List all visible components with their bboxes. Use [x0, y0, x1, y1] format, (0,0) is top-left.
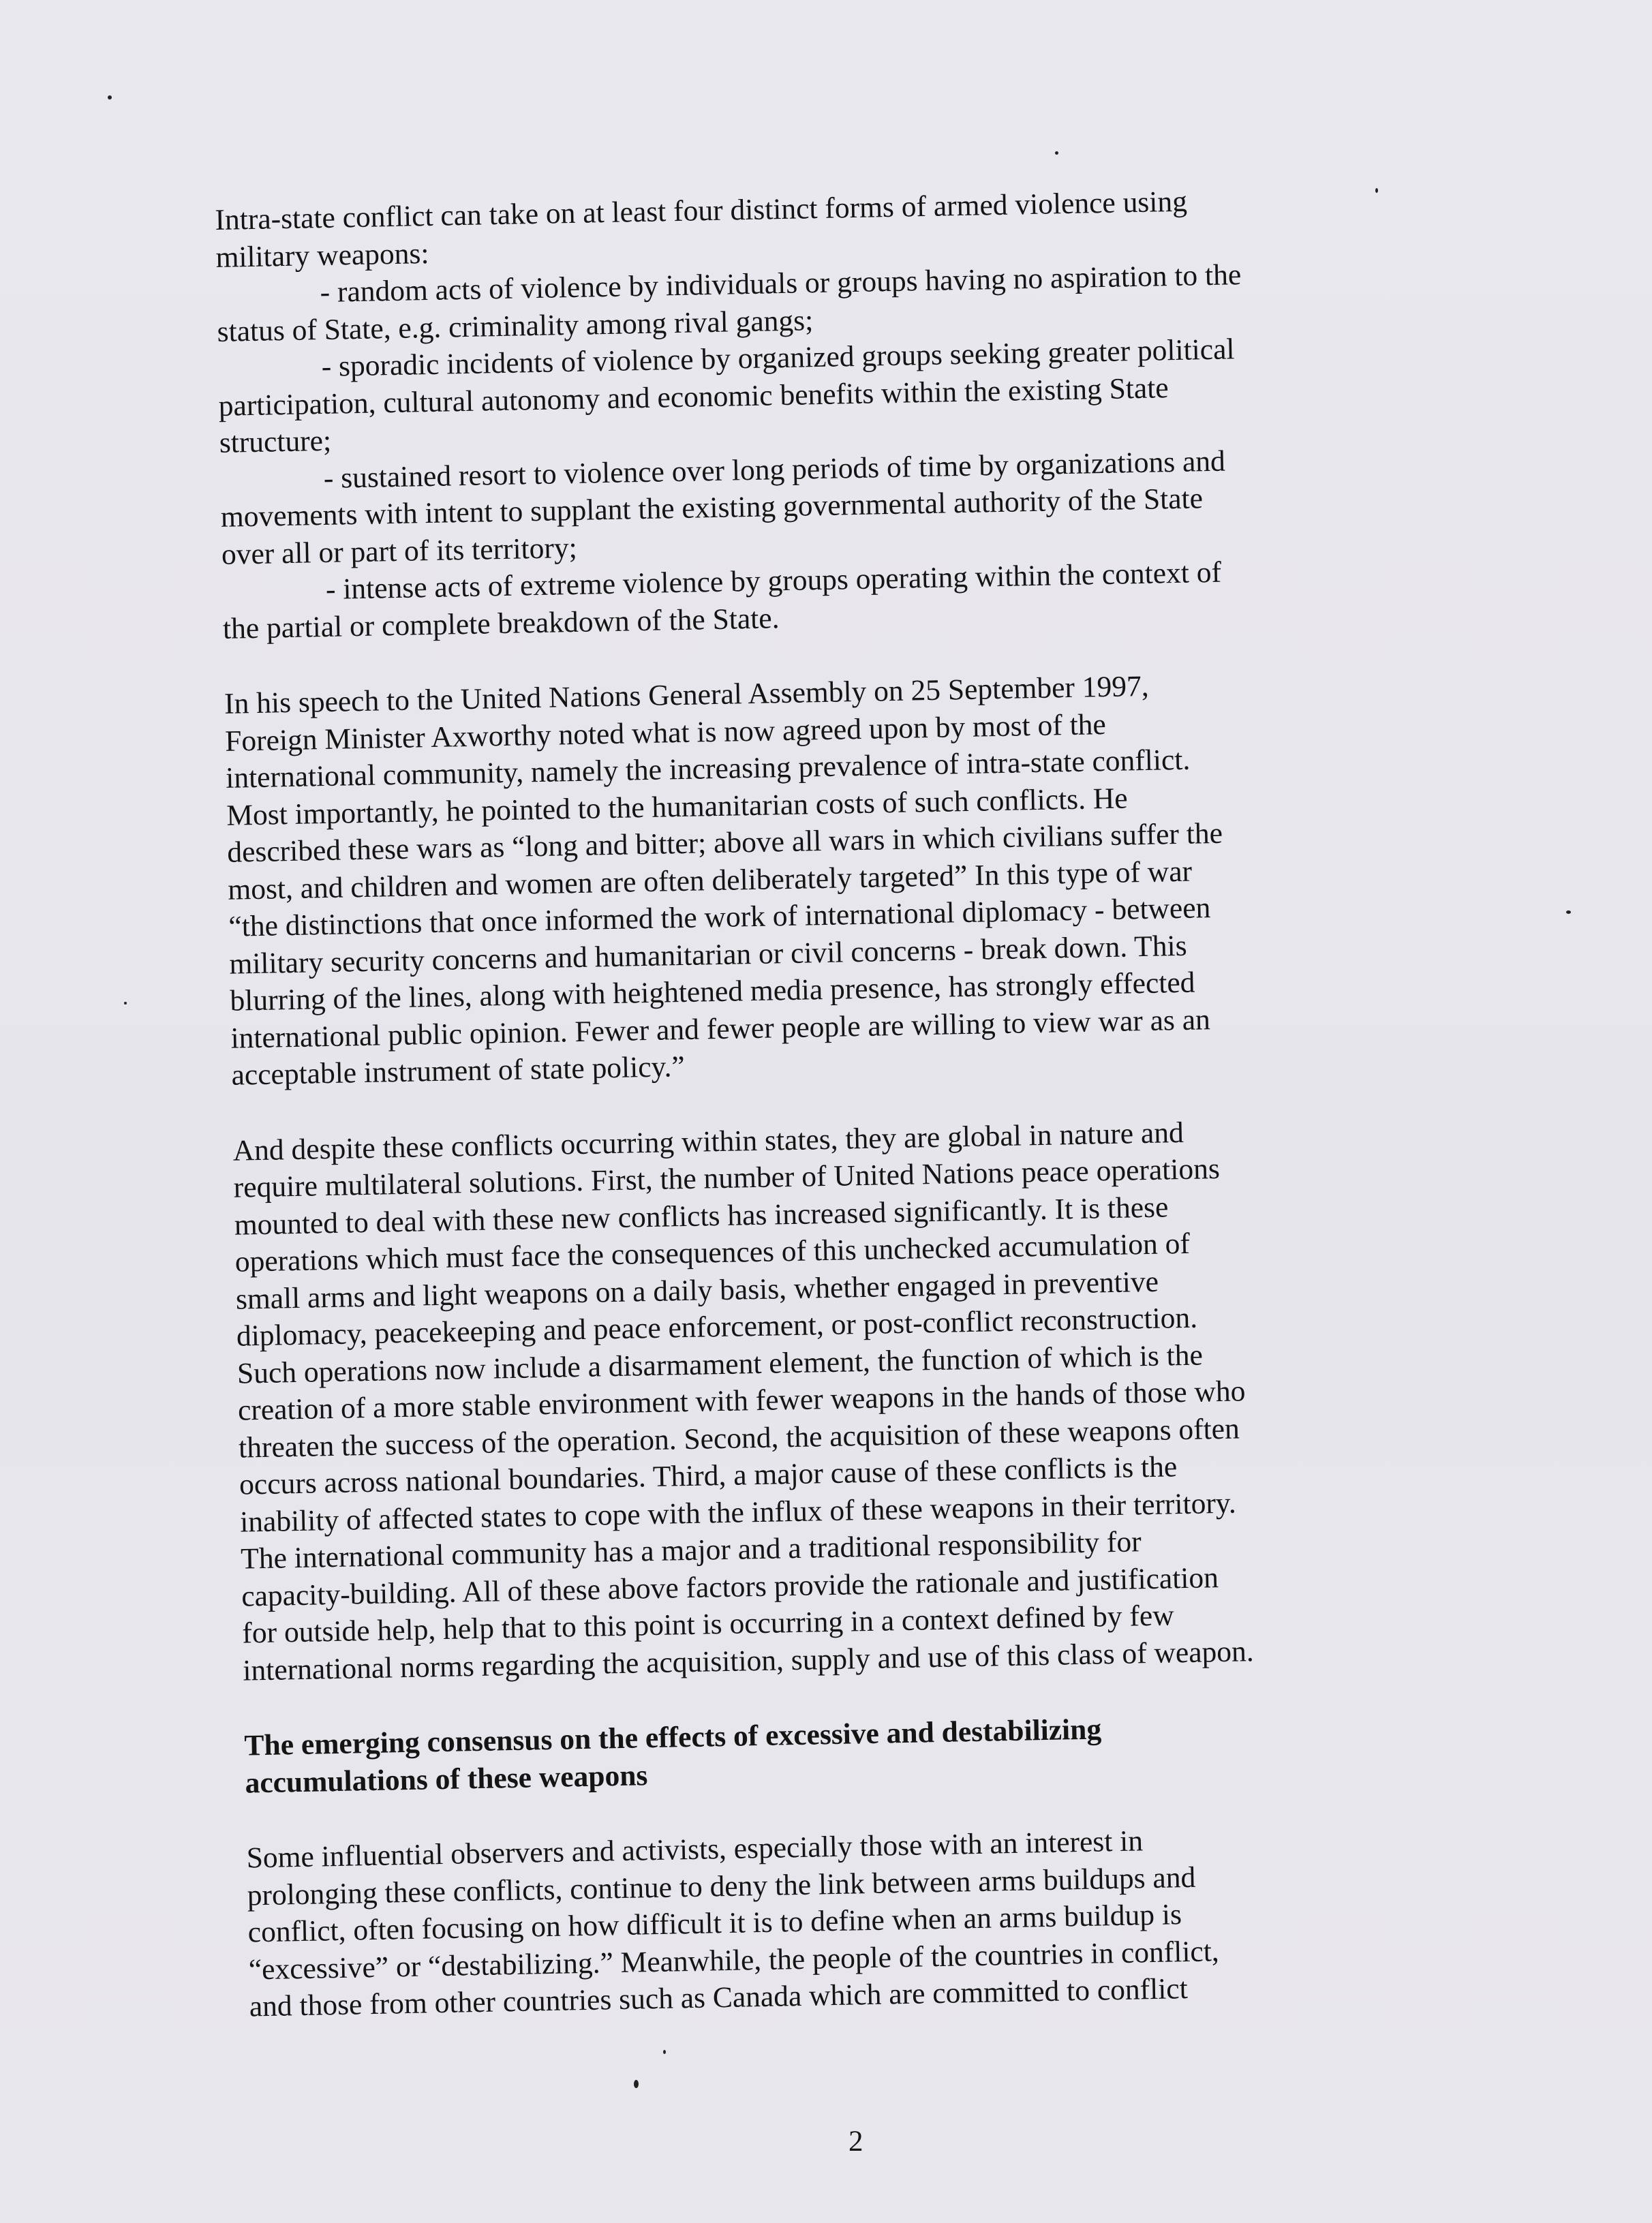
heading-line: accumulations of these weapons [245, 1758, 648, 1800]
speech-paragraph [224, 662, 1479, 1094]
text-line: over all or part of its territory; [221, 531, 578, 571]
document-body [215, 178, 1497, 2025]
text-line: Foreign Minister Axworthy noted what is now agreed upon by most of the [224, 707, 1107, 758]
text-line: threaten the success of the operation. Second, the acquisition of these weapons often [238, 1411, 1240, 1465]
text-line: diplomacy, peacekeeping and peace enforcement, or post-conflict reconstruction. [236, 1301, 1198, 1353]
text-line: And despite these conflicts occurring within states, they are global in nature and [232, 1116, 1184, 1167]
text-line: described these wars as “long and bitter; above all wars in which civilians suffer the [226, 816, 1223, 869]
scan-speck [663, 2050, 666, 2054]
text-line: capacity-building. All of these above factors provide the rationale and justification [241, 1561, 1219, 1613]
text-line: Intra-state conflict can take on at least four distinct forms of armed violence using [215, 185, 1188, 236]
intro-paragraph [215, 178, 1470, 647]
text-line: most, and children and women are often deliberately targeted” In this type of war [227, 855, 1193, 906]
text-line: inability of affected states to cope with the influx of these weapons in their territory. [239, 1486, 1237, 1539]
heading-line: The emerging consensus on the effects of excessive and destabilizing [244, 1713, 1102, 1762]
text-line: blurring of the lines, along with heightened media presence, has strongly effected [230, 966, 1195, 1017]
text-line: Most importantly, he pointed to the humanitarian costs of such conflicts. He [226, 781, 1128, 832]
text-line: conflict, often focusing on how difficult it is to define when an arms buildup is [247, 1898, 1182, 1949]
scan-speck [108, 95, 112, 99]
scan-speck [1055, 151, 1058, 155]
text-line: mounted to deal with these new conflicts has increased significantly. It is these [234, 1190, 1169, 1242]
text-line: international community, namely the increasing prevalence of intra-state conflict. [225, 743, 1191, 795]
list-item-bullet: - sustained resort to violence over long periods of time by organizations and [323, 444, 1226, 495]
text-line: operations which must face the consequences of this unchecked accumulation of [234, 1227, 1191, 1278]
text-line: and those from other countries such as Canada which are committed to conflict [249, 1972, 1189, 2023]
text-line: require multilateral solutions. First, the number of United Nations peace operations [233, 1152, 1221, 1204]
text-line: international public opinion. Fewer and fewer people are willing to view war as an [230, 1002, 1211, 1055]
list-item-bullet: - random acts of violence by individuals or groups having no aspiration to the [320, 258, 1242, 309]
list-item-bullet: - sporadic incidents of violence by organized groups seeking greater political [321, 333, 1235, 384]
text-line: international norms regarding the acquisition, supply and use of this class of weapon. [242, 1634, 1255, 1687]
list-item-bullet: - intense acts of extreme violence by groups operating within the context of [325, 555, 1222, 606]
scan-speck [124, 1002, 127, 1005]
text-line: prolonging these conflicts, continue to deny the link between arms buildups and [247, 1860, 1196, 1912]
text-line: Some influential observers and activists, especially those with an interest in [246, 1824, 1144, 1875]
text-line: status of State, e.g. criminality among rival gangs; [217, 303, 814, 348]
text-line: Such operations now include a disarmament element, the function of which is the [236, 1338, 1204, 1390]
page-number: 2 [848, 2126, 863, 2158]
text-line: In his speech to the United Nations General Assembly on 25 September 1997, [224, 669, 1150, 720]
text-line: occurs across national boundaries. Third, a major cause of these conflicts is the [239, 1450, 1178, 1501]
text-line: participation, cultural autonomy and economic benefits within the existing State [218, 371, 1169, 423]
observers-paragraph [246, 1815, 1497, 2025]
scan-speck [1375, 188, 1378, 193]
text-line: “the distinctions that once informed the work of international diplomacy - between [228, 891, 1211, 943]
text-line: “excessive” or “destabilizing.” Meanwhile, the people of the countries in conflict, [248, 1934, 1220, 1987]
text-line: acceptable instrument of state policy.” [231, 1049, 686, 1092]
text-line: military weapons: [215, 236, 429, 274]
scan-speck [1566, 910, 1571, 914]
multilateral-paragraph [232, 1108, 1490, 1689]
text-line: the partial or complete breakdown of the State. [222, 601, 780, 645]
text-line: small arms and light weapons on a daily basis, whether engaged in preventive [235, 1265, 1159, 1316]
scan-speck [634, 2080, 639, 2088]
text-line: structure; [219, 424, 332, 459]
text-line: The international community has a major and a traditional responsibility for [240, 1525, 1142, 1576]
text-line: creation of a more stable environment with fewer weapons in the hands of those who [237, 1375, 1246, 1427]
text-line: military security concerns and humanitarian or civil concerns - break down. This [229, 929, 1187, 981]
text-line: movements with intent to supplant the existing governmental authority of the State [220, 482, 1204, 534]
text-line: for outside help, help that to this point is occurring in a context defined by few [241, 1599, 1175, 1650]
